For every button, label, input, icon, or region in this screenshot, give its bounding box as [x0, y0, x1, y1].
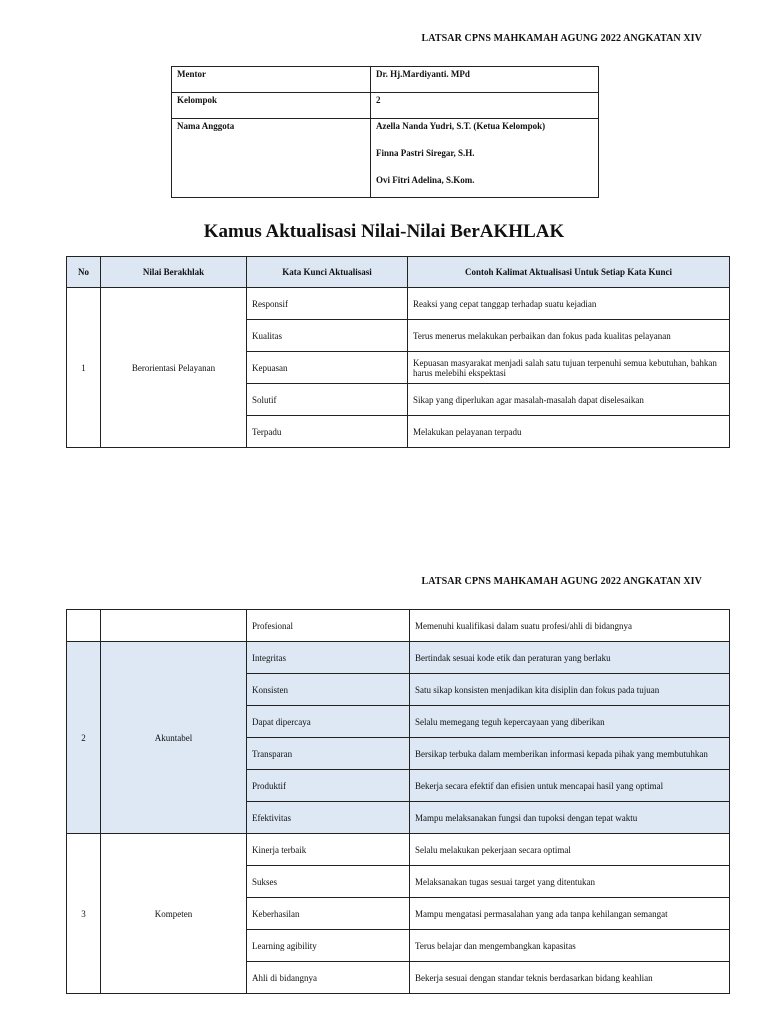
table-row: [67, 610, 730, 642]
contoh-cell: Reaksi yang cepat tanggap terhadap suatu kejadian: [408, 288, 730, 320]
kata-kunci-cell: Kepuasan: [247, 352, 408, 384]
contoh-cell: Sikap yang diperlukan agar masalah-masalah dapat diselesaikan: [408, 384, 730, 416]
column-header-contoh: Contoh Kalimat Aktualisasi Untuk Setiap Kata Kunci: [408, 257, 730, 288]
member-name: Ovi Fitri Adelina, S.Kom.: [376, 175, 475, 185]
kata-kunci-cell: Keberhasilan: [247, 898, 410, 930]
contoh-cell: Terus belajar dan mengembangkan kapasitas: [410, 930, 730, 962]
column-header-no: No: [67, 257, 101, 288]
kata-kunci-cell: Produktif: [247, 770, 410, 802]
member-name: Finna Pastri Siregar, S.H.: [376, 148, 475, 158]
member-name: Azella Nanda Yudri, S.T. (Ketua Kelompok): [376, 121, 546, 131]
table-row: [67, 834, 730, 866]
kata-kunci-cell: Kinerja terbaik: [247, 834, 410, 866]
contoh-cell: Melakukan pelayanan terpadu: [408, 416, 730, 448]
contoh-cell: Kepuasan masyarakat menjadi salah satu tujuan terpenuhi semua kebutuhan, bahkan harus melebihi ekspektasi: [408, 352, 730, 384]
kata-kunci-cell: Profesional: [247, 610, 410, 642]
group-info-table: [171, 66, 599, 198]
actualization-table-page2: [66, 609, 730, 994]
table-header-row: [67, 257, 730, 288]
contoh-cell: Mampu mengatasi permasalahan yang ada tanpa kehilangan semangat: [410, 898, 730, 930]
contoh-cell: Terus menerus melakukan perbaikan dan fokus pada kualitas pelayanan: [408, 320, 730, 352]
kata-kunci-cell: Dapat dipercaya: [247, 706, 410, 738]
anggota-label: Nama Anggota: [172, 119, 371, 198]
row-number: [67, 610, 101, 642]
kata-kunci-cell: Ahli di bidangnya: [247, 962, 410, 994]
contoh-cell: Bertindak sesuai kode etik dan peraturan yang berlaku: [410, 642, 730, 674]
table-row: [67, 642, 730, 674]
column-header-kata-kunci: Kata Kunci Aktualisasi: [247, 257, 408, 288]
kata-kunci-cell: Responsif: [247, 288, 408, 320]
contoh-cell: Memenuhi kualifikasi dalam suatu profesi/ahli di bidangnya: [410, 610, 730, 642]
anggota-list: [371, 119, 599, 198]
kata-kunci-cell: Solutif: [247, 384, 408, 416]
kata-kunci-cell: Efektivitas: [247, 802, 410, 834]
kata-kunci-cell: Transparan: [247, 738, 410, 770]
running-header: LATSAR CPNS MAHKAMAH AGUNG 2022 ANGKATAN XIV: [421, 576, 702, 587]
row-number: 3: [67, 834, 101, 994]
contoh-cell: Satu sikap konsisten menjadikan kita disiplin dan fokus pada tujuan: [410, 674, 730, 706]
kata-kunci-cell: Kualitas: [247, 320, 408, 352]
actualization-table-page1: [66, 256, 730, 448]
kata-kunci-cell: Sukses: [247, 866, 410, 898]
kelompok-label: Kelompok: [172, 93, 371, 119]
contoh-cell: Selalu melakukan pekerjaan secara optimal: [410, 834, 730, 866]
running-header: LATSAR CPNS MAHKAMAH AGUNG 2022 ANGKATAN XIV: [421, 33, 702, 44]
contoh-cell: Bekerja secara efektif dan efisien untuk mencapai hasil yang optimal: [410, 770, 730, 802]
contoh-cell: Bersikap terbuka dalam memberikan informasi kepada pihak yang membutuhkan: [410, 738, 730, 770]
contoh-cell: Mampu melaksanakan fungsi dan tupoksi dengan tepat waktu: [410, 802, 730, 834]
mentor-label: Mentor: [172, 67, 371, 93]
row-number: 2: [67, 642, 101, 834]
column-header-nilai: Nilai Berakhlak: [101, 257, 247, 288]
table-row: [67, 288, 730, 320]
document-title: Kamus Aktualisasi Nilai-Nilai BerAKHLAK: [203, 221, 565, 242]
row-number: 1: [67, 288, 101, 448]
mentor-value: Dr. Hj.Mardiyanti. MPd: [371, 67, 599, 93]
nilai-cell: Berorientasi Pelayanan: [101, 288, 247, 448]
contoh-cell: Bekerja sesuai dengan standar teknis berdasarkan bidang keahlian: [410, 962, 730, 994]
contoh-cell: Melaksanakan tugas sesuai target yang ditentukan: [410, 866, 730, 898]
nilai-cell: Kompeten: [101, 834, 247, 994]
kata-kunci-cell: Konsisten: [247, 674, 410, 706]
kata-kunci-cell: Terpadu: [247, 416, 408, 448]
nilai-cell: [101, 610, 247, 642]
contoh-cell: Selalu memegang teguh kepercayaan yang diberikan: [410, 706, 730, 738]
nilai-cell: Akuntabel: [101, 642, 247, 834]
kata-kunci-cell: Learning agibility: [247, 930, 410, 962]
kelompok-value: 2: [371, 93, 599, 119]
kata-kunci-cell: Integritas: [247, 642, 410, 674]
